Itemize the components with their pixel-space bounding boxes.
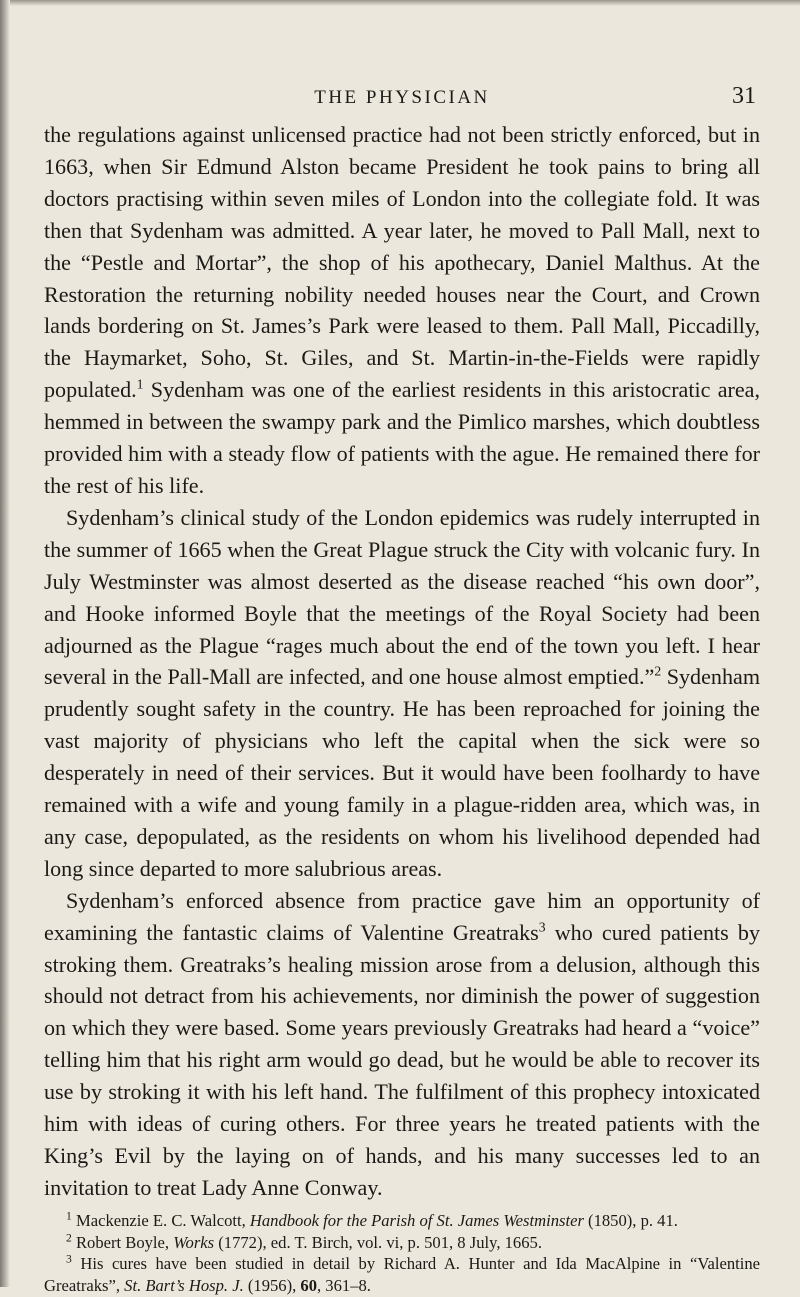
- text-run: Sydenham’s enforced absence from practice gave him an opportunity of examining the fantastic claims of Valentine Greatraks: [44, 887, 760, 945]
- footnote-marker: 3: [66, 1252, 72, 1266]
- paragraph: [44, 502, 760, 885]
- body-text: [44, 119, 760, 1204]
- paragraph: [44, 885, 760, 1204]
- text-run: Mackenzie E. C. Walcott,: [71, 1210, 250, 1230]
- footnote: [44, 1210, 760, 1232]
- text-run: Sydenham’s clinical study of the London epidemics was rudely interrupted in the summer of 1665 when the Great Plague struck the City with volcanic fury. In July Westminster was almost deserted as the disease reached “his own door”, and Hooke informed Boyle that the meetings of the Royal Society had been adjourned as the Plague “rages much about the end of the town you left. I hear several in the Pall-Mall are infected, and one house almost emptied.”: [44, 504, 760, 690]
- footnote-marker: 3: [538, 919, 546, 935]
- text-run: who cured patients by stroking them. Greatraks’s healing mission arose from a delusion, although this should not detract from his achievements, nor diminish the power of suggestion on which they were based. Some years previously Greatraks had heard a “voice” telling him that his right arm would go dead, but he would be able to recover its use by stroking it with his left hand. The fulfilment of this prophecy intoxicated him with ideas of curing others. For three years he treated patients with the King’s Evil by the laying on of hands, and his many successes led to an invitation to treat Lady Anne Conway.: [44, 919, 760, 1200]
- text-run: the regulations against unlicensed practice had not been strictly enforced, but in 1663, when Sir Edmund Alston became President he took pains to bring all doctors practising within seven miles of London into the collegiate fold. It was then that Sydenham was admitted. A year later, he moved to Pall Mall, next to the “Pestle and Mortar”, the shop of his apothecary, Daniel Malthus. At the Restoration the returning nobility needed houses near the Court, and Crown lands bordering on St. James’s Park were leased to them. Pall Mall, Piccadilly, the Haymarket, Soho, St. Giles, and St. Martin-in-the-Fields were rapidly populated.: [44, 122, 760, 403]
- scan-top-edge: [0, 0, 800, 6]
- italic-title: St. Bart’s Hosp. J.: [124, 1275, 244, 1295]
- footnote-marker: 2: [66, 1230, 72, 1244]
- footnotes: [44, 1210, 760, 1297]
- footnote: [44, 1253, 760, 1296]
- text-run: His cures have been studied in detail by Richard A. Hunter and Ida MacAlpine in “Valentine Greatraks”,: [44, 1254, 760, 1295]
- italic-title: Handbook for the Parish of St. James Westminster: [249, 1210, 584, 1230]
- paragraph: [44, 119, 760, 502]
- footnote-marker: 1: [136, 376, 144, 392]
- text-run: Robert Boyle,: [71, 1232, 174, 1252]
- footnote: [44, 1232, 760, 1254]
- book-page: [44, 83, 760, 1297]
- text-run: Sydenham prudently sought safety in the country. He has been reproached for joining the vast majority of physicians who left the capital when the sick were so desperately in need of their services. But it would have been foolhardy to have remained with a wife and young family in a plague-ridden area, which was, in any case, depopulated, as the residents on whom his livelihood depended had long since departed to more salubrious areas.: [44, 664, 761, 881]
- footnote-marker: 1: [66, 1209, 72, 1223]
- page-header: [44, 83, 760, 113]
- text-run: (1956),: [243, 1275, 301, 1295]
- footnote-marker: 2: [654, 664, 662, 680]
- italic-title: Works: [173, 1232, 215, 1252]
- text-run: Sydenham was one of the earliest residents in this aristocratic area, hemmed in between the swampy park and the Pimlico marshes, which doubtless provided him with a steady flow of patients with the ague. He remained there for the rest of his life.: [44, 377, 760, 498]
- page-number: 31: [732, 83, 756, 109]
- scan-binding-edge: [0, 0, 10, 1287]
- running-head: THE PHYSICIAN: [314, 87, 490, 108]
- volume-number: 60: [300, 1275, 317, 1295]
- text-run: , 361–8.: [317, 1275, 371, 1295]
- text-run: (1850), p. 41.: [583, 1210, 678, 1230]
- text-run: (1772), ed. T. Birch, vol. vi, p. 501, 8 July, 1665.: [214, 1232, 542, 1252]
